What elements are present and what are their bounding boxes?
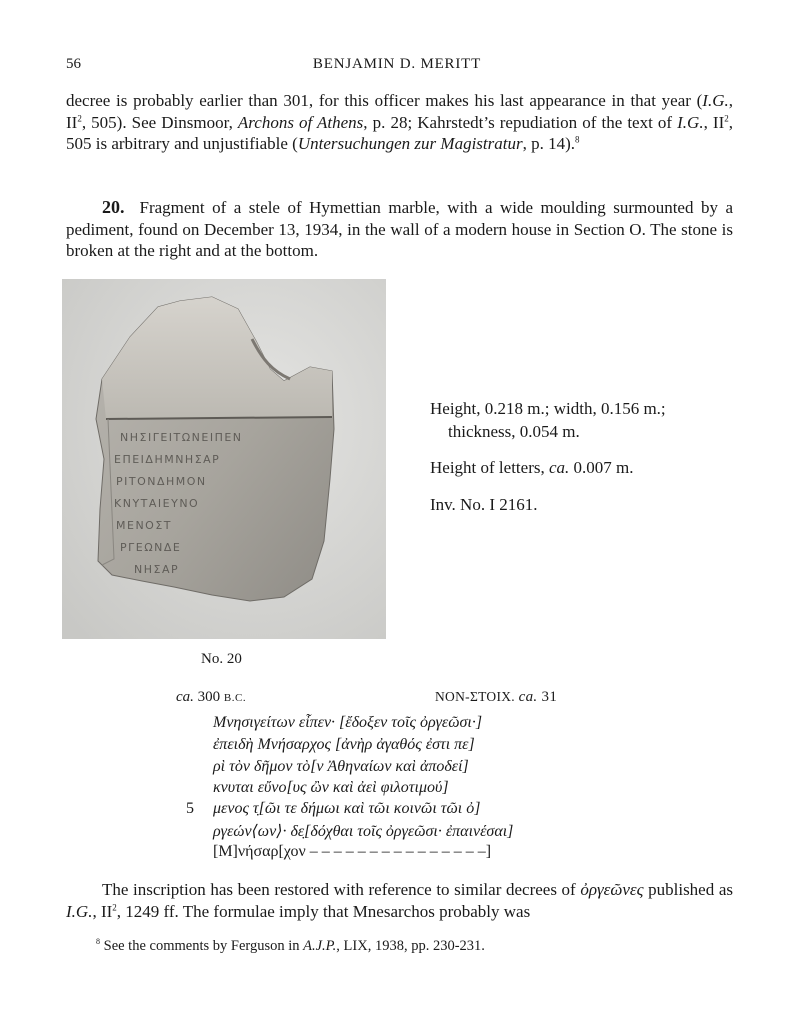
inventory-number: Inv. No. I 2161. <box>430 495 538 514</box>
inscription-line-7: [Μ]νήσαρ[χον – – – – – – – – – – – – – – –] <box>213 843 492 860</box>
paragraph-archon-discussion: decree is probably earlier than 301, for this officer makes his last appearance in that year (I.G., $II^2$, 505). See Dinsmoor, Archons of Athens, p. 28; Kahrstedt’s repudiation of the text of I.G., $II^2$, 505 is arbitrary and unjustifiable (Untersuchungen zur Magistratur, p. 14).$^8$ <box>66 91 733 153</box>
svg-text:ΡΓΕΩΝΔΕ: ΡΓΕΩΝΔΕ <box>120 541 182 554</box>
inscription-line-3: ρὶ τὸν δῆμον τὸ[ν Ἀθηναίων καὶ ἀποδεί] <box>213 758 469 775</box>
inscription-line-5: μενος τ̣[ῶι τε δήμωι καὶ τῶι κοινῶι τῶι ὀ] <box>213 800 481 817</box>
letter-height: Height of letters, ca. 0.007 m. <box>430 458 634 477</box>
figure-caption: No. 20 <box>201 651 242 667</box>
paragraph-restoration-commentary: The inscription has been restored with reference to similar decrees of ὀργεῶνες published as I.G., $II^2$, 1249 ff. The formulae imply that Mnesarchos probably was <box>66 880 733 921</box>
inscription-line-2: ἐπειδὴ Μνήσαρχος [ἀνὴρ ἀγαθός ἐστι πε] <box>213 736 475 753</box>
svg-text:ΝΗΣΑΡ: ΝΗΣΑΡ <box>134 563 180 576</box>
page-number: 56 <box>66 56 81 72</box>
footnote-reference: 8 <box>575 134 580 145</box>
footnote-8: $^8$ See the comments by Ferguson in A.J.P., LIX, 1938, pp. 230-231. <box>96 937 485 954</box>
svg-text:ΜΕΝΟΣΤ: ΜΕΝΟΣΤ <box>116 519 172 532</box>
svg-text:ΡΙΤΟΝΔΗΜΟΝ: ΡΙΤΟΝΔΗΜΟΝ <box>116 475 207 488</box>
stoichedon-note: NON-ΣΤΟΙΧ. ca. 31 <box>435 689 558 705</box>
stele-fragment-photo <box>62 279 386 639</box>
paragraph-item-20-description: 20. Fragment of a stele of Hymettian marble, with a wide moulding surmounted by a pediment, found on December 13, 1934, in the wall of a modern house in Section O. The stone is broken at the right and at the bottom. <box>66 197 734 260</box>
svg-text:ΝΗΣΙΓΕΙΤΩΝΕΙΠΕΝ: ΝΗΣΙΓΕΙΤΩΝΕΙΠΕΝ <box>120 431 243 444</box>
inscription-date: ca. 300 B.C. <box>176 689 247 705</box>
running-header-author: BENJAMIN D. MERITT <box>312 56 482 72</box>
svg-text:ΕΠΕΙΔΗΜΝΗΣΑΡ: ΕΠΕΙΔΗΜΝΗΣΑΡ <box>114 453 221 466</box>
inscription-line-1: Μνησιγείτων εἶπεν· [ἔδοξεν τοῖς ὀργεῶσι·] <box>213 714 483 731</box>
item-number: 20. <box>102 197 125 217</box>
dimensions-line-2: thickness, 0.054 m. <box>448 422 580 441</box>
svg-text:ΚΝΥΤΑΙΕΥΝΟ: ΚΝΥΤΑΙΕΥΝΟ <box>114 497 200 510</box>
dimensions-line-1: Height, 0.218 m.; width, 0.156 m.; <box>430 399 666 418</box>
inscription-line-6: ργεών⟨ων⟩· δε̣[δόχθαι τοῖς ὀργεῶσι· ἐπαινέσαι] <box>213 823 514 840</box>
inscription-line-number: 5 <box>186 800 194 817</box>
inscription-line-4: κνυται εὔνο[υς ὢν καὶ ἀεὶ φιλοτιμού] <box>213 779 449 796</box>
